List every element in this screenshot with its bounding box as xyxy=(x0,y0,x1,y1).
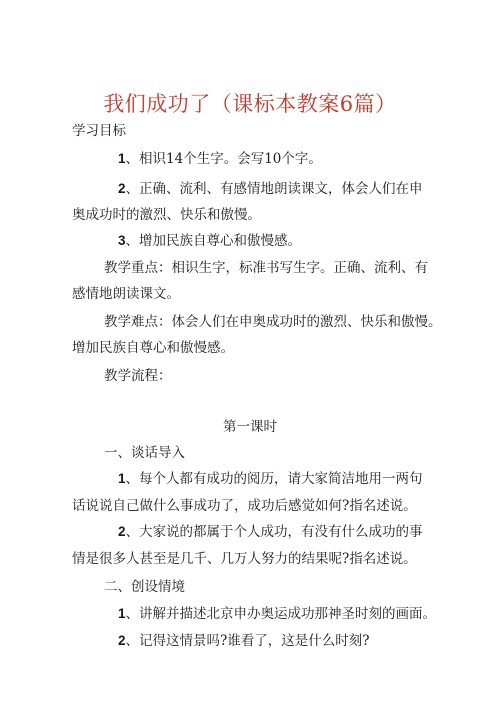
teaching-process-label: 教学流程： xyxy=(104,368,172,384)
part-1-item-1-continued: 话说说自己做什么事成功了，成功后感觉如何?指名述说。 xyxy=(72,498,417,514)
part-2-item-1 xyxy=(118,605,436,623)
part-1-item-1-number: 1 xyxy=(118,471,126,486)
objective-3-text: 、增加民族自尊心和傲慢感。 xyxy=(125,233,302,249)
part-1-item-2-continued: 情是很多人甚至是几千、几万人努力的结果呢?指名述说。 xyxy=(72,551,417,567)
part-2-heading: 二、创设情境 xyxy=(104,579,185,595)
section-heading-objectives: 学习目标 xyxy=(72,123,126,139)
part-1-item-2 xyxy=(118,523,423,541)
objective-2 xyxy=(118,180,423,198)
part-2-item-2-number: 2 xyxy=(118,633,126,648)
objective-2-continued: 奥成功时的激烈、快乐和傲慢。 xyxy=(72,207,261,223)
part-2-item-2 xyxy=(118,632,370,650)
teaching-difficulty-line-2: 增加民族自尊心和傲慢感。 xyxy=(72,340,234,356)
lesson-heading: 第一课时 xyxy=(223,419,277,435)
part-2-item-1-number: 1 xyxy=(118,606,126,621)
objective-1 xyxy=(118,150,322,168)
objective-2-text: 、正确、流利、有感情地朗读课文，体会人们在申 xyxy=(125,181,423,197)
teaching-difficulty-line-1: 教学难点：体会人们在申奥成功时的激烈、快乐和傲慢。 xyxy=(104,314,442,330)
objective-1-text: 、相识14个生字。会写10个字。 xyxy=(125,151,322,167)
objective-3-number: 3 xyxy=(118,233,126,248)
teaching-focus-line-1: 教学重点：相识生字，标准书写生字。正确、流利、有 xyxy=(104,260,428,276)
part-1-heading: 一、谈话导入 xyxy=(104,445,185,461)
part-1-item-1 xyxy=(118,470,423,488)
teaching-focus-line-2: 感情地朗读课文。 xyxy=(72,286,180,302)
part-1-item-2-text: 、大家说的都属于个人成功，有没有什么成功的事 xyxy=(125,524,423,540)
part-2-item-1-text: 、讲解并描述北京申办奥运成功那神圣时刻的画面。 xyxy=(125,606,437,622)
part-2-item-2-text: 、记得这情景吗?谁看了，这是什么时刻? xyxy=(125,633,370,649)
objective-1-number: 1 xyxy=(118,151,126,166)
document-title: 我们成功了（课标本教案6篇） xyxy=(103,92,397,116)
objective-2-number: 2 xyxy=(118,181,126,196)
part-1-item-2-number: 2 xyxy=(118,524,126,539)
objective-3 xyxy=(118,232,301,250)
part-1-item-1-text: 、每个人都有成功的阅历，请大家简洁地用一两句 xyxy=(125,471,423,487)
